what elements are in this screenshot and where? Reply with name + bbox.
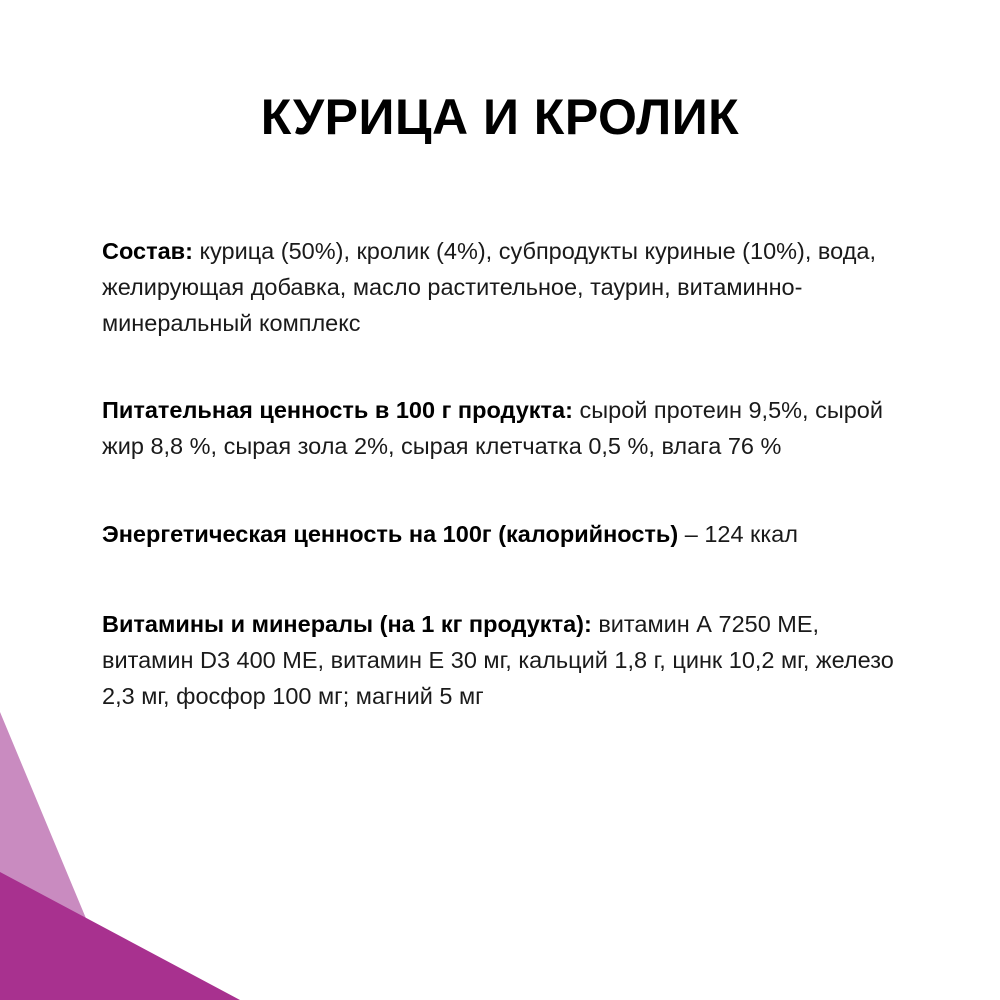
energy-label: Энергетическая ценность на 100г (калорийность) <box>102 521 679 547</box>
energy-text: – 124 ккал <box>678 521 798 547</box>
vitamins-section <box>102 606 902 714</box>
nutrition-label: Питательная ценность в 100 г продукта: <box>102 397 573 423</box>
nutrition-section <box>102 392 902 464</box>
vitamins-label: Витамины и минералы (на 1 кг продукта): <box>102 611 592 637</box>
composition-text: курица (50%), кролик (4%), субпродукты куриные (10%), вода, желирующая добавка, масло растительное, таурин, витаминно-минеральный комплекс <box>102 238 877 336</box>
nutrition-text: сырой протеин 9,5%, сырой жир 8,8 %, сырая зола 2%, сырая клетчатка 0,5 %, влага 76 % <box>102 397 883 459</box>
energy-section <box>102 516 902 552</box>
composition-label: Состав: <box>102 238 193 264</box>
page-title: КУРИЦА И КРОЛИК <box>260 89 740 145</box>
vitamins-text: витамин А 7250 МЕ, витамин D3 400 МЕ, витамин Е 30 мг, кальций 1,8 г, цинк 10,2 мг, железо 2,3 мг, фосфор 100 мг; магний 5 мг <box>102 611 894 709</box>
corner-triangle-dark <box>0 872 240 1000</box>
corner-triangle-light <box>0 712 120 1000</box>
composition-section <box>102 233 902 341</box>
